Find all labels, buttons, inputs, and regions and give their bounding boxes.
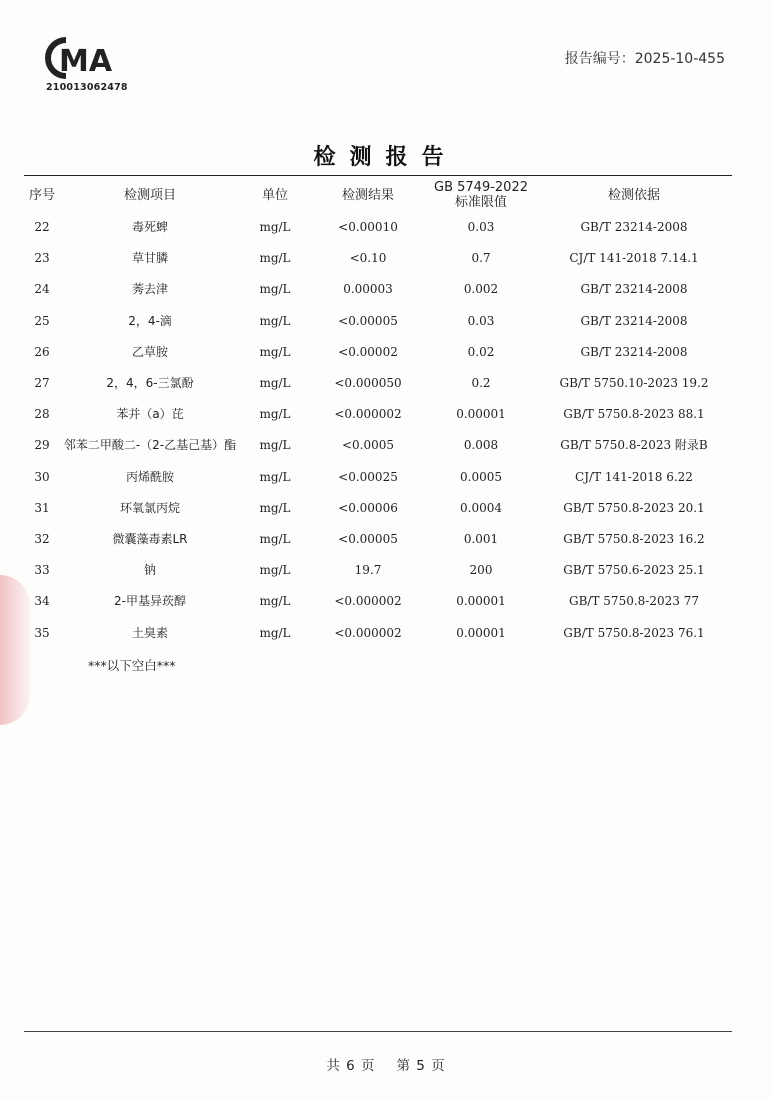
cell-result: <0.00025	[338, 469, 398, 484]
cell-unit: mg/L	[259, 220, 291, 235]
limit-sub: 标准限值	[454, 195, 507, 210]
cell-result: <0.000002	[334, 407, 402, 422]
cell-result: <0.00002	[338, 344, 398, 359]
table-row	[24, 368, 732, 399]
cell-result: 0.00003	[343, 282, 393, 297]
cell-method: GB/T 23214-2008	[580, 220, 688, 235]
results-table-body	[24, 212, 732, 649]
cell-limit: 200	[469, 563, 493, 578]
cell-method: GB/T 5750.10-2023 19.2	[559, 376, 709, 391]
cell-unit: mg/L	[259, 563, 291, 578]
cell-limit: 0.0005	[460, 469, 502, 484]
cell-unit: mg/L	[259, 376, 291, 391]
cell-result: <0.0005	[341, 438, 395, 453]
cell-no: 31	[34, 500, 50, 515]
cell-unit: mg/L	[259, 282, 291, 297]
cell-method: GB/T 5750.8-2023 附录B	[560, 438, 708, 453]
cell-result: <0.00006	[338, 500, 398, 515]
cell-limit: 0.03	[467, 313, 495, 328]
cell-item: 土臭素	[131, 625, 168, 640]
cell-limit: 0.0004	[460, 500, 502, 515]
cell-item: 乙草胺	[131, 344, 168, 359]
table-row	[24, 306, 732, 337]
cell-method: GB/T 23214-2008	[580, 282, 688, 297]
table-row	[24, 243, 732, 274]
cell-item: 邻苯二甲酸二-（2-乙基己基）酯	[63, 438, 237, 453]
cell-unit: mg/L	[259, 531, 291, 546]
footer-divider	[24, 1031, 732, 1032]
cell-method: GB/T 23214-2008	[580, 344, 688, 359]
cell-limit: 0.00001	[456, 625, 506, 640]
table-row	[24, 212, 732, 243]
cma-certificate-number: 210013062478	[46, 82, 128, 93]
header-divider	[24, 175, 732, 176]
cell-result: <0.000050	[334, 376, 402, 391]
current-page: 第 5 页	[396, 1058, 445, 1074]
cell-item: 2，4，6-三氯酚	[106, 376, 194, 391]
cell-unit: mg/L	[259, 344, 291, 359]
page-footer	[0, 1054, 771, 1074]
cell-result: <0.00005	[338, 531, 398, 546]
cell-no: 35	[34, 625, 50, 640]
table-header-row	[24, 178, 732, 212]
cell-no: 24	[34, 282, 50, 297]
cell-method: GB/T 5750.8-2023 20.1	[563, 500, 705, 515]
blank-below-note: ***以下空白***	[88, 658, 176, 673]
cell-no: 23	[34, 251, 50, 266]
col-header-result: 检测结果	[341, 187, 394, 203]
cell-item: 2，4-滴	[128, 313, 172, 328]
table-row	[24, 493, 732, 524]
cell-limit: 0.2	[471, 376, 491, 391]
cma-logo-icon	[44, 36, 128, 80]
cell-result: 19.7	[354, 563, 382, 578]
cell-result: <0.000002	[334, 625, 402, 640]
cell-no: 26	[34, 344, 50, 359]
cell-unit: mg/L	[259, 438, 291, 453]
cell-limit: 0.002	[463, 282, 499, 297]
cell-item: 钠	[143, 563, 156, 578]
cell-limit: 0.02	[467, 344, 495, 359]
cell-unit: mg/L	[259, 407, 291, 422]
cell-unit: mg/L	[259, 313, 291, 328]
cell-item: 微囊藻毒素LR	[112, 531, 188, 546]
col-header-limit	[426, 178, 536, 212]
cell-result: <0.00005	[338, 313, 398, 328]
table-row	[24, 337, 732, 368]
cell-no: 25	[34, 313, 50, 328]
cell-limit: 0.7	[471, 251, 491, 266]
col-header-item: 检测项目	[123, 187, 176, 203]
table-row	[24, 555, 732, 586]
cell-unit: mg/L	[259, 594, 291, 609]
page-title: 检测报告	[313, 145, 458, 170]
table-row	[24, 586, 732, 617]
cell-limit: 0.03	[467, 220, 495, 235]
cell-method: GB/T 5750.8-2023 88.1	[563, 407, 705, 422]
cell-method: GB/T 23214-2008	[580, 313, 688, 328]
total-pages: 共 6 页	[326, 1058, 375, 1074]
cell-item: 草甘膦	[131, 251, 168, 266]
cell-method: GB/T 5750.8-2023 77	[569, 594, 699, 609]
cell-limit: 0.008	[463, 438, 499, 453]
col-header-unit: 单位	[261, 187, 288, 203]
cell-item: 毒死蜱	[131, 220, 168, 235]
report-number-value: 2025-10-455	[634, 51, 725, 67]
cell-item: 苯并（a）芘	[116, 407, 184, 422]
cell-unit: mg/L	[259, 469, 291, 484]
cell-method: GB/T 5750.8-2023 76.1	[563, 625, 705, 640]
cell-limit: 0.00001	[456, 407, 506, 422]
col-header-method: 检测依据	[607, 187, 660, 203]
cell-no: 28	[34, 407, 50, 422]
cell-no: 22	[34, 220, 50, 235]
report-number-label: 报告编号：	[564, 51, 635, 67]
cell-item: 丙烯酰胺	[125, 469, 174, 484]
cell-no: 34	[34, 594, 50, 609]
table-row	[24, 430, 732, 461]
table-row	[24, 524, 732, 555]
cell-result: <0.00010	[338, 220, 398, 235]
cell-item: 莠去津	[131, 282, 168, 297]
cell-result: <0.10	[349, 251, 387, 266]
cell-item: 环氧氯丙烷	[119, 500, 180, 515]
table-row	[24, 617, 732, 648]
cell-method: GB/T 5750.6-2023 25.1	[563, 563, 705, 578]
table-row	[24, 274, 732, 305]
table-row	[24, 462, 732, 493]
results-table	[24, 178, 732, 649]
cell-no: 29	[34, 438, 50, 453]
cell-no: 27	[34, 376, 50, 391]
cell-unit: mg/L	[259, 251, 291, 266]
cell-no: 30	[34, 469, 50, 484]
cell-method: GB/T 5750.8-2023 16.2	[563, 531, 705, 546]
cell-no: 32	[34, 531, 50, 546]
col-header-no: 序号	[28, 187, 55, 203]
cell-no: 33	[34, 563, 50, 578]
cell-unit: mg/L	[259, 625, 291, 640]
cell-result: <0.000002	[334, 594, 402, 609]
cell-method: CJ/T 141-2018 6.22	[575, 469, 693, 484]
cell-limit: 0.00001	[456, 594, 506, 609]
cell-method: CJ/T 141-2018 7.14.1	[569, 251, 699, 266]
svg-text:MA: MA	[59, 44, 113, 79]
table-row	[24, 399, 732, 430]
cell-item: 2-甲基异莰醇	[114, 594, 186, 609]
cell-limit: 0.001	[463, 531, 499, 546]
report-number	[565, 48, 725, 68]
limit-standard: GB 5749-2022	[434, 180, 528, 195]
cell-unit: mg/L	[259, 500, 291, 515]
